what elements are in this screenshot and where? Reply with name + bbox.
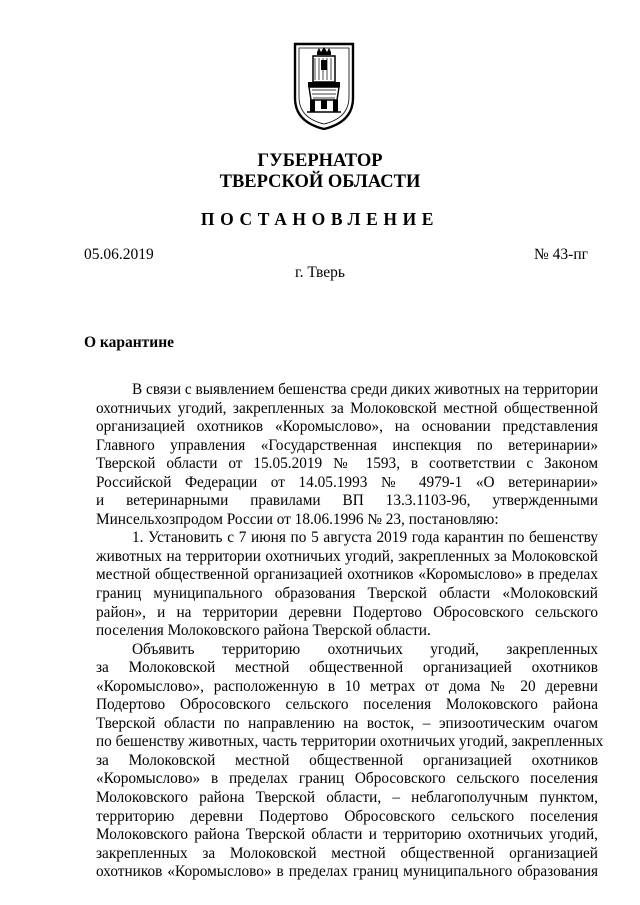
coat-of-arms-emblem (293, 42, 355, 130)
issuer-title-line2: ТВЕРСКОЙ ОБЛАСТИ (219, 172, 421, 192)
body-line: Молоковского района Тверской области и территорию охотничьих угодий, (96, 826, 598, 844)
document-body (96, 381, 604, 882)
issuer-title-line1: ГУБЕРНАТОР (257, 151, 383, 171)
body-line: Молоковского района Тверской области, – неблагополучным пунктом, (96, 789, 598, 807)
body-line: Тверской области по направлению на восток, – эпизоотическим очагом (96, 714, 598, 732)
body-line: охотничьих угодий, закрепленных за Молоковской местной общественной (96, 399, 598, 417)
document-subject: О карантине (84, 334, 175, 351)
body-line: местной общественной организацией охотников «Коромыслово» в пределах (96, 566, 598, 584)
body-line: охотников «Коромыслово» в пределах границ муниципального образования (96, 863, 598, 881)
body-line: район», и на территории деревни Подертово Обросовского сельского (96, 603, 598, 621)
body-line: Главного управления «Государственная инспекция по ветеринарии» (96, 436, 598, 454)
body-line: Российской Федерации от 14.05.1993 № 4979-1 «О ветеринарии» (96, 473, 598, 491)
body-line: 1. Установить с 7 июня по 5 августа 2019 года карантин по бешенству (132, 529, 598, 547)
body-line: организацией охотников «Коромыслово», на основании представления (96, 418, 598, 436)
body-line: границ муниципального образования Тверской области «Молоковский (96, 585, 598, 603)
body-line: Тверской области от 15.05.2019 № 1593, в соответствии с Законом (96, 455, 598, 473)
body-line: Подертово Обросовского сельского поселения Молоковского района (96, 696, 598, 714)
document-type: ПОСТАНОВЛЕНИЕ (200, 209, 440, 229)
document-number: № 43-пг (534, 246, 588, 263)
body-line: «Коромыслово» в пределах границ Обросовского сельского поселения (96, 770, 598, 788)
body-line: закрепленных за Молоковской местной общественной организацией (96, 844, 598, 862)
body-line: В связи с выявлением бешенства среди диких животных на территории (132, 381, 599, 398)
body-line: за Молоковской местной общественной организацией охотников (96, 659, 598, 677)
body-line: по бешенству животных, часть территории охотничьих угодий, закрепленных (96, 733, 604, 751)
body-line: животных на территории охотничьих угодий, закрепленных за Молоковской (96, 547, 598, 565)
body-line: и ветеринарными правилами ВП 13.3.1103-96, утвержденными (96, 492, 598, 510)
body-line: за Молоковской местной общественной организацией охотников (96, 751, 598, 769)
body-line: «Коромыслово», расположенную в 10 метрах от дома № 20 деревни (96, 677, 598, 695)
body-line: территорию деревни Подертово Обросовского сельского поселения (96, 807, 598, 825)
document-city: г. Тверь (295, 264, 345, 281)
body-line: поселения Молоковского района Тверской области. (96, 622, 431, 640)
body-line: Объявить территорию охотничьих угодий, закрепленных (132, 640, 598, 658)
body-line: Минсельхозпродом России от 18.06.1996 № 23, постановляю: (96, 510, 499, 528)
document-date: 05.06.2019 (84, 246, 154, 263)
